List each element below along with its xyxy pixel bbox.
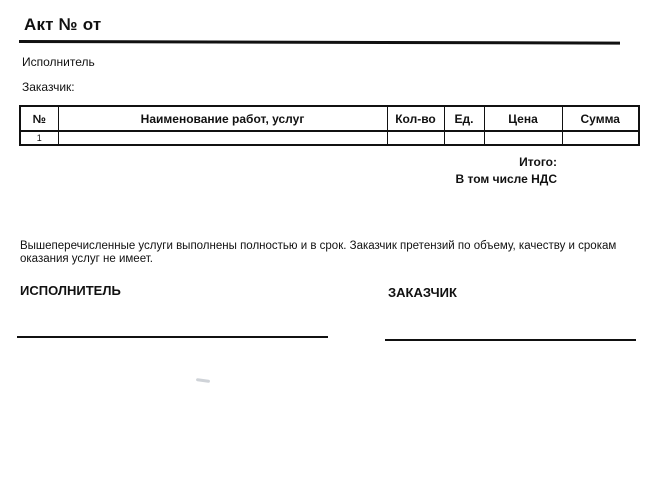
cell-unit bbox=[444, 131, 484, 145]
works-table bbox=[19, 105, 640, 146]
completion-statement: Вышеперечисленные услуги выполнены полностью и в срок. Заказчик претензий по объему, качеству и срокам оказания услуг не имеет. bbox=[20, 240, 617, 265]
column-header-number: № bbox=[20, 106, 58, 131]
column-header-price: Цена bbox=[484, 106, 562, 131]
document-title: Акт № от bbox=[24, 15, 102, 34]
table-header-row bbox=[20, 106, 639, 131]
title-underline bbox=[19, 40, 620, 45]
column-header-sum: Сумма bbox=[562, 106, 639, 131]
customer-field-label: Заказчик: bbox=[22, 80, 75, 94]
cell-name bbox=[58, 131, 387, 145]
table-row bbox=[20, 131, 639, 145]
cell-sum bbox=[562, 131, 639, 145]
executor-signature-line bbox=[17, 336, 328, 338]
column-header-unit: Ед. bbox=[444, 106, 484, 131]
cell-quantity bbox=[387, 131, 444, 145]
column-header-quantity: Кол-во bbox=[387, 106, 444, 131]
executor-signature-label: ИСПОЛНИТЕЛЬ bbox=[20, 283, 121, 298]
customer-signature-label: ЗАКАЗЧИК bbox=[388, 285, 457, 300]
vat-label: В том числе НДС bbox=[455, 172, 557, 186]
customer-signature-line bbox=[385, 339, 636, 341]
scan-smudge bbox=[196, 378, 210, 383]
cell-number: 1 bbox=[20, 131, 58, 145]
total-label: Итого: bbox=[519, 155, 557, 169]
cell-price bbox=[484, 131, 562, 145]
column-header-name: Наименование работ, услуг bbox=[58, 106, 387, 131]
executor-field-label: Исполнитель bbox=[22, 55, 95, 69]
